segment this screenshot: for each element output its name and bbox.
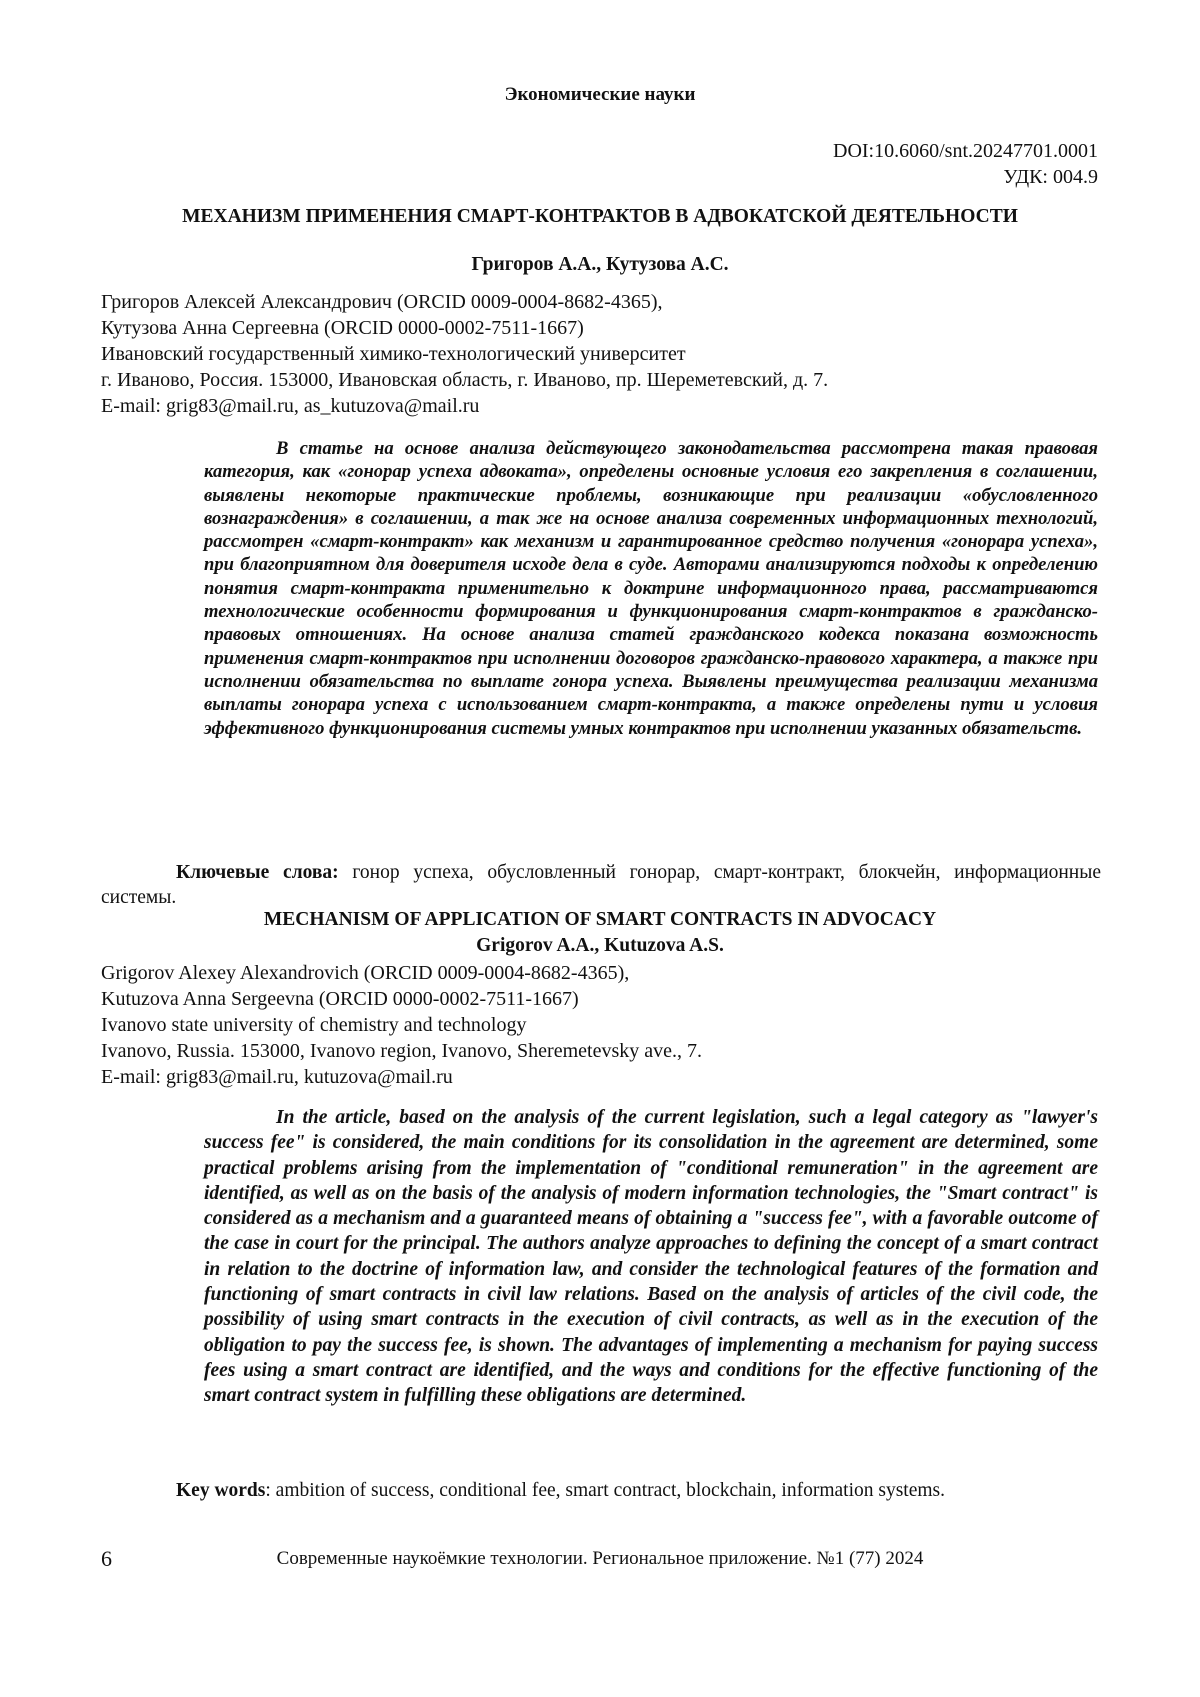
- abstract-en: In the article, based on the analysis of the current legislation, such a legal category as "lawyer's success fee" is considered, the main conditions for its consolidation in the agreement are determined, some practical problems arising from the implementation of "conditional remuneration" in the agreement are identified, as well as on the basis of the analysis of modern information technologies, the "Smart contract" is considered as a mechanism and a guaranteed means of obtaining a "success fee", with a favorable outcome of the case in court for the principal. The authors analyze approaches to defining the concept of a smart contract in relation to the doctrine of information law, and consider the technological features of the formation and functioning of smart contracts in civil law relations. Based on the analysis of articles of the civil code, the possibility of using smart contracts in the execution of civil contracts, as well as in the execution of the obligation to pay the success fee, is shown. The advantages of implementing a mechanism for paying success fees using a smart contract are identified, and the ways and conditions for the effective functioning of the smart contract system in fulfilling these obligations are determined.: [204, 1107, 1098, 1407]
- email-line: E-mail: grig83@mail.ru, kutuzova@mail.ru: [101, 1066, 453, 1088]
- affiliation-line: Grigorov Alexey Alexandrovich (ORCID 0009-0004-8682-4365),: [101, 962, 630, 984]
- affiliation-line: Ivanovo state university of chemistry and technology: [101, 1014, 527, 1036]
- journal-footer: Современные наукоёмкие технологии. Региональное приложение. №1 (77) 2024: [276, 1548, 924, 1569]
- keywords-label: Ключевые слова:: [176, 862, 339, 883]
- udk: УДК: 004.9: [1003, 166, 1098, 188]
- title-en: MECHANISM OF APPLICATION OF SMART CONTRACTS IN ADVOCACY: [263, 909, 937, 930]
- authors-en: Grigorov A.A., Kutuzova A.S.: [476, 935, 724, 956]
- keywords-label: Key words: [176, 1480, 266, 1501]
- identifiers: [833, 138, 1098, 190]
- affiliation-line: Kutuzova Anna Sergeevna (ORCID 0000-0002-7511-1667): [101, 988, 579, 1010]
- keywords-en: [176, 1480, 945, 1502]
- email-line: E-mail: grig83@mail.ru, as_kutuzova@mail.ru: [101, 395, 480, 417]
- affiliation-line: Кутузова Анна Сергеевна (ORCID 0000-0002-7511-1667): [101, 317, 584, 339]
- authors-ru: Григоров А.А., Кутузова А.С.: [471, 254, 729, 275]
- page-number: 6: [101, 1546, 112, 1571]
- doi: DOI:10.6060/snt.20247701.0001: [833, 140, 1098, 162]
- affiliation-line: г. Иваново, Россия. 153000, Ивановская область, г. Иваново, пр. Шереметевский, д. 7.: [101, 369, 829, 391]
- keywords-text: : ambition of success, conditional fee, smart contract, blockchain, information systems.: [265, 1480, 945, 1501]
- section-heading: Экономические науки: [504, 84, 696, 105]
- keywords-text: гонор успеха, обусловленный гонорар, смарт-контракт, блокчейн, информационные системы.: [101, 862, 1102, 908]
- affiliation-line: Григоров Алексей Александрович (ORCID 0009-0004-8682-4365),: [101, 291, 663, 313]
- affiliation-en: [101, 960, 702, 1090]
- abstract-ru: В статье на основе анализа действующего законодательства рассмотрена такая правовая категория, как «гонорар успеха адвоката», определены основные условия его закрепления в соглашении, выявлены некоторые практические проблемы, возникающие при реализации «обусловленного вознаграждения» в соглашении, а так же на основе анализа современных информационных технологий, рассмотрен «смарт-контракт» как механизм и гарантированное средство получения «гонорара успеха», при благоприятном для доверителя исходе дела в суде. Авторами анализируются подходы к определению понятия смарт-контракта применительно к доктрине информационного права, рассматриваются технологические особенности формирования и функционирования смарт-контрактов в гражданско-правовых отношениях. На основе анализа статей гражданского кодекса показана возможность применения смарт-контрактов при исполнении договоров гражданско-правового характера, а также при исполнении обязательства по выплате гонора успеха. Выявлены преимущества реализации механизма выплаты гонорара успеха с использованием смарт-контракта, а также определены пути и условия эффективного функционирования системы умных контрактов при исполнении указанных обязательств.: [204, 438, 1098, 739]
- affiliation-line: Ivanovo, Russia. 153000, Ivanovo region, Ivanovo, Sheremetevsky ave., 7.: [101, 1040, 702, 1062]
- affiliation-line: Ивановский государственный химико-технологический университет: [101, 343, 686, 365]
- keywords-ru: [101, 860, 1101, 910]
- affiliation-ru: [101, 289, 828, 419]
- title-ru: МЕХАНИЗМ ПРИМЕНЕНИЯ СМАРТ-КОНТРАКТОВ В АДВОКАТСКОЙ ДЕЯТЕЛЬНОСТИ: [182, 206, 1018, 227]
